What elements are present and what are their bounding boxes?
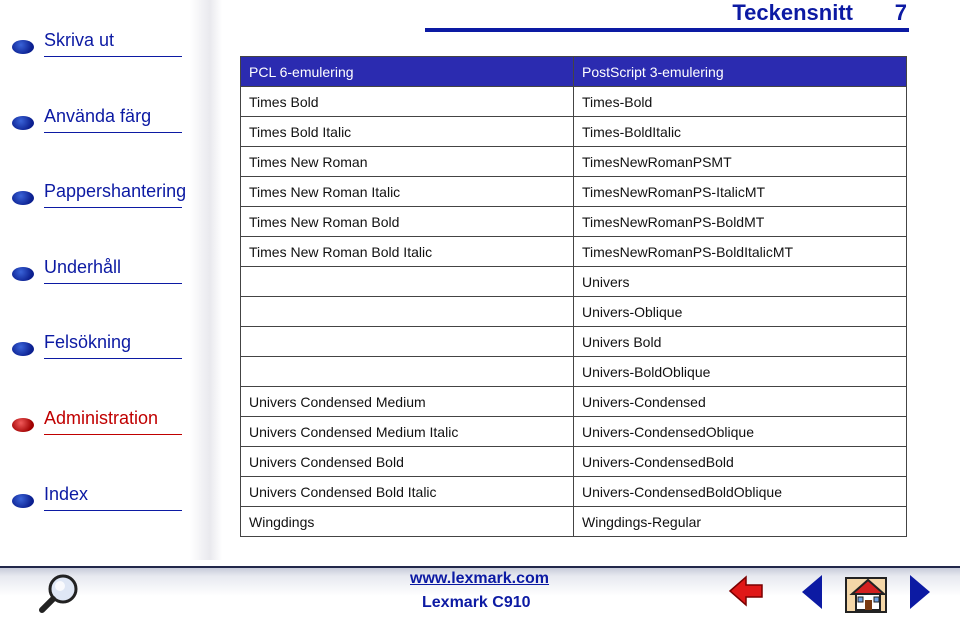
ps-font-cell: TimesNewRomanPS-BoldMT <box>574 207 907 237</box>
nav-item-felsokning[interactable] <box>12 324 182 364</box>
table-row <box>241 357 907 387</box>
pcl-font-cell <box>241 297 574 327</box>
nav-item-pappershantering[interactable] <box>12 173 187 213</box>
nav-item-index[interactable] <box>12 476 182 516</box>
nav-item-label: Skriva ut <box>44 30 115 50</box>
nav-item-label: Index <box>44 484 89 504</box>
header-postscript: PostScript 3-emulering <box>574 57 907 87</box>
pcl-font-cell <box>241 267 574 297</box>
font-mapping-table <box>240 56 907 537</box>
pcl-font-cell: Times New Roman Bold <box>241 207 574 237</box>
pcl-font-cell: Times New Roman <box>241 147 574 177</box>
pcl-font-cell: Wingdings <box>241 507 574 537</box>
nav-underline <box>44 434 182 435</box>
pcl-font-cell: Times New Roman Bold Italic <box>241 237 574 267</box>
nav-item-anvanda-farg[interactable] <box>12 98 182 138</box>
table-row <box>241 327 907 357</box>
ps-font-cell: TimesNewRomanPSMT <box>574 147 907 177</box>
header-pcl: PCL 6-emulering <box>241 57 574 87</box>
ps-font-cell: Univers <box>574 267 907 297</box>
ps-font-cell: TimesNewRomanPS-BoldItalicMT <box>574 237 907 267</box>
ps-font-cell: Times-BoldItalic <box>574 117 907 147</box>
nav-bullet-icon <box>12 342 34 356</box>
nav-underline <box>44 283 182 284</box>
nav-bullet-icon <box>12 267 34 281</box>
table-row <box>241 387 907 417</box>
search-icon[interactable] <box>38 572 84 619</box>
ps-font-cell: Univers-CondensedOblique <box>574 417 907 447</box>
nav-bullet-icon <box>12 191 34 205</box>
pcl-font-cell: Univers Condensed Medium <box>241 387 574 417</box>
table-row <box>241 177 907 207</box>
footer-rule <box>0 566 960 568</box>
footer-url-link[interactable]: www.lexmark.com <box>410 570 550 587</box>
table-row <box>241 447 907 477</box>
pcl-font-cell: Times Bold Italic <box>241 117 574 147</box>
table-row <box>241 507 907 537</box>
table-row <box>241 297 907 327</box>
table-row <box>241 87 907 117</box>
page-title: Teckensnitt <box>732 0 853 25</box>
pcl-font-cell <box>241 357 574 387</box>
table-row <box>241 477 907 507</box>
pcl-font-cell: Univers Condensed Medium Italic <box>241 417 574 447</box>
footer-product-name: Lexmark C910 <box>422 594 531 611</box>
ps-font-cell: Univers-CondensedBold <box>574 447 907 477</box>
page-header <box>425 0 909 34</box>
home-icon[interactable] <box>844 572 892 619</box>
nav-item-label: Pappershantering <box>44 181 187 201</box>
next-page-icon[interactable] <box>908 573 932 616</box>
header-rule <box>425 28 909 32</box>
table-row <box>241 207 907 237</box>
table-row <box>241 147 907 177</box>
nav-item-label: Felsökning <box>44 332 132 352</box>
table-row <box>241 117 907 147</box>
nav-item-label: Underhåll <box>44 257 122 277</box>
back-arrow-icon[interactable] <box>728 574 764 613</box>
nav-item-label: Använda färg <box>44 106 152 126</box>
nav-item-administration[interactable] <box>12 400 182 440</box>
ps-font-cell: Univers-CondensedBoldOblique <box>574 477 907 507</box>
nav-underline <box>44 56 182 57</box>
ps-font-cell: TimesNewRomanPS-ItalicMT <box>574 177 907 207</box>
nav-item-label: Administration <box>44 408 159 428</box>
ps-font-cell: Univers-Oblique <box>574 297 907 327</box>
nav-item-skriva-ut[interactable] <box>12 22 182 62</box>
ps-font-cell: Univers-Condensed <box>574 387 907 417</box>
ps-font-cell: Univers-BoldOblique <box>574 357 907 387</box>
ps-font-cell: Univers Bold <box>574 327 907 357</box>
nav-bullet-icon <box>12 494 34 508</box>
previous-page-icon[interactable] <box>800 573 824 616</box>
nav-bullet-icon <box>12 40 34 54</box>
pcl-font-cell: Univers Condensed Bold <box>241 447 574 477</box>
pcl-font-cell: Times Bold <box>241 87 574 117</box>
nav-underline <box>44 358 182 359</box>
ps-font-cell: Wingdings-Regular <box>574 507 907 537</box>
nav-underline <box>44 510 182 511</box>
ps-font-cell: Times-Bold <box>574 87 907 117</box>
nav-underline <box>44 207 182 208</box>
pcl-font-cell: Univers Condensed Bold Italic <box>241 477 574 507</box>
nav-bullet-icon <box>12 418 34 432</box>
pcl-font-cell: Times New Roman Italic <box>241 177 574 207</box>
footer-bar <box>0 566 960 618</box>
table-header-row <box>241 57 907 87</box>
pcl-font-cell <box>241 327 574 357</box>
nav-underline <box>44 132 182 133</box>
table-row <box>241 417 907 447</box>
nav-item-underhall[interactable] <box>12 249 182 289</box>
page-number: 7 <box>894 0 907 25</box>
nav-bullet-icon <box>12 116 34 130</box>
sidebar-nav <box>0 0 222 560</box>
table-row <box>241 237 907 267</box>
table-row <box>241 267 907 297</box>
